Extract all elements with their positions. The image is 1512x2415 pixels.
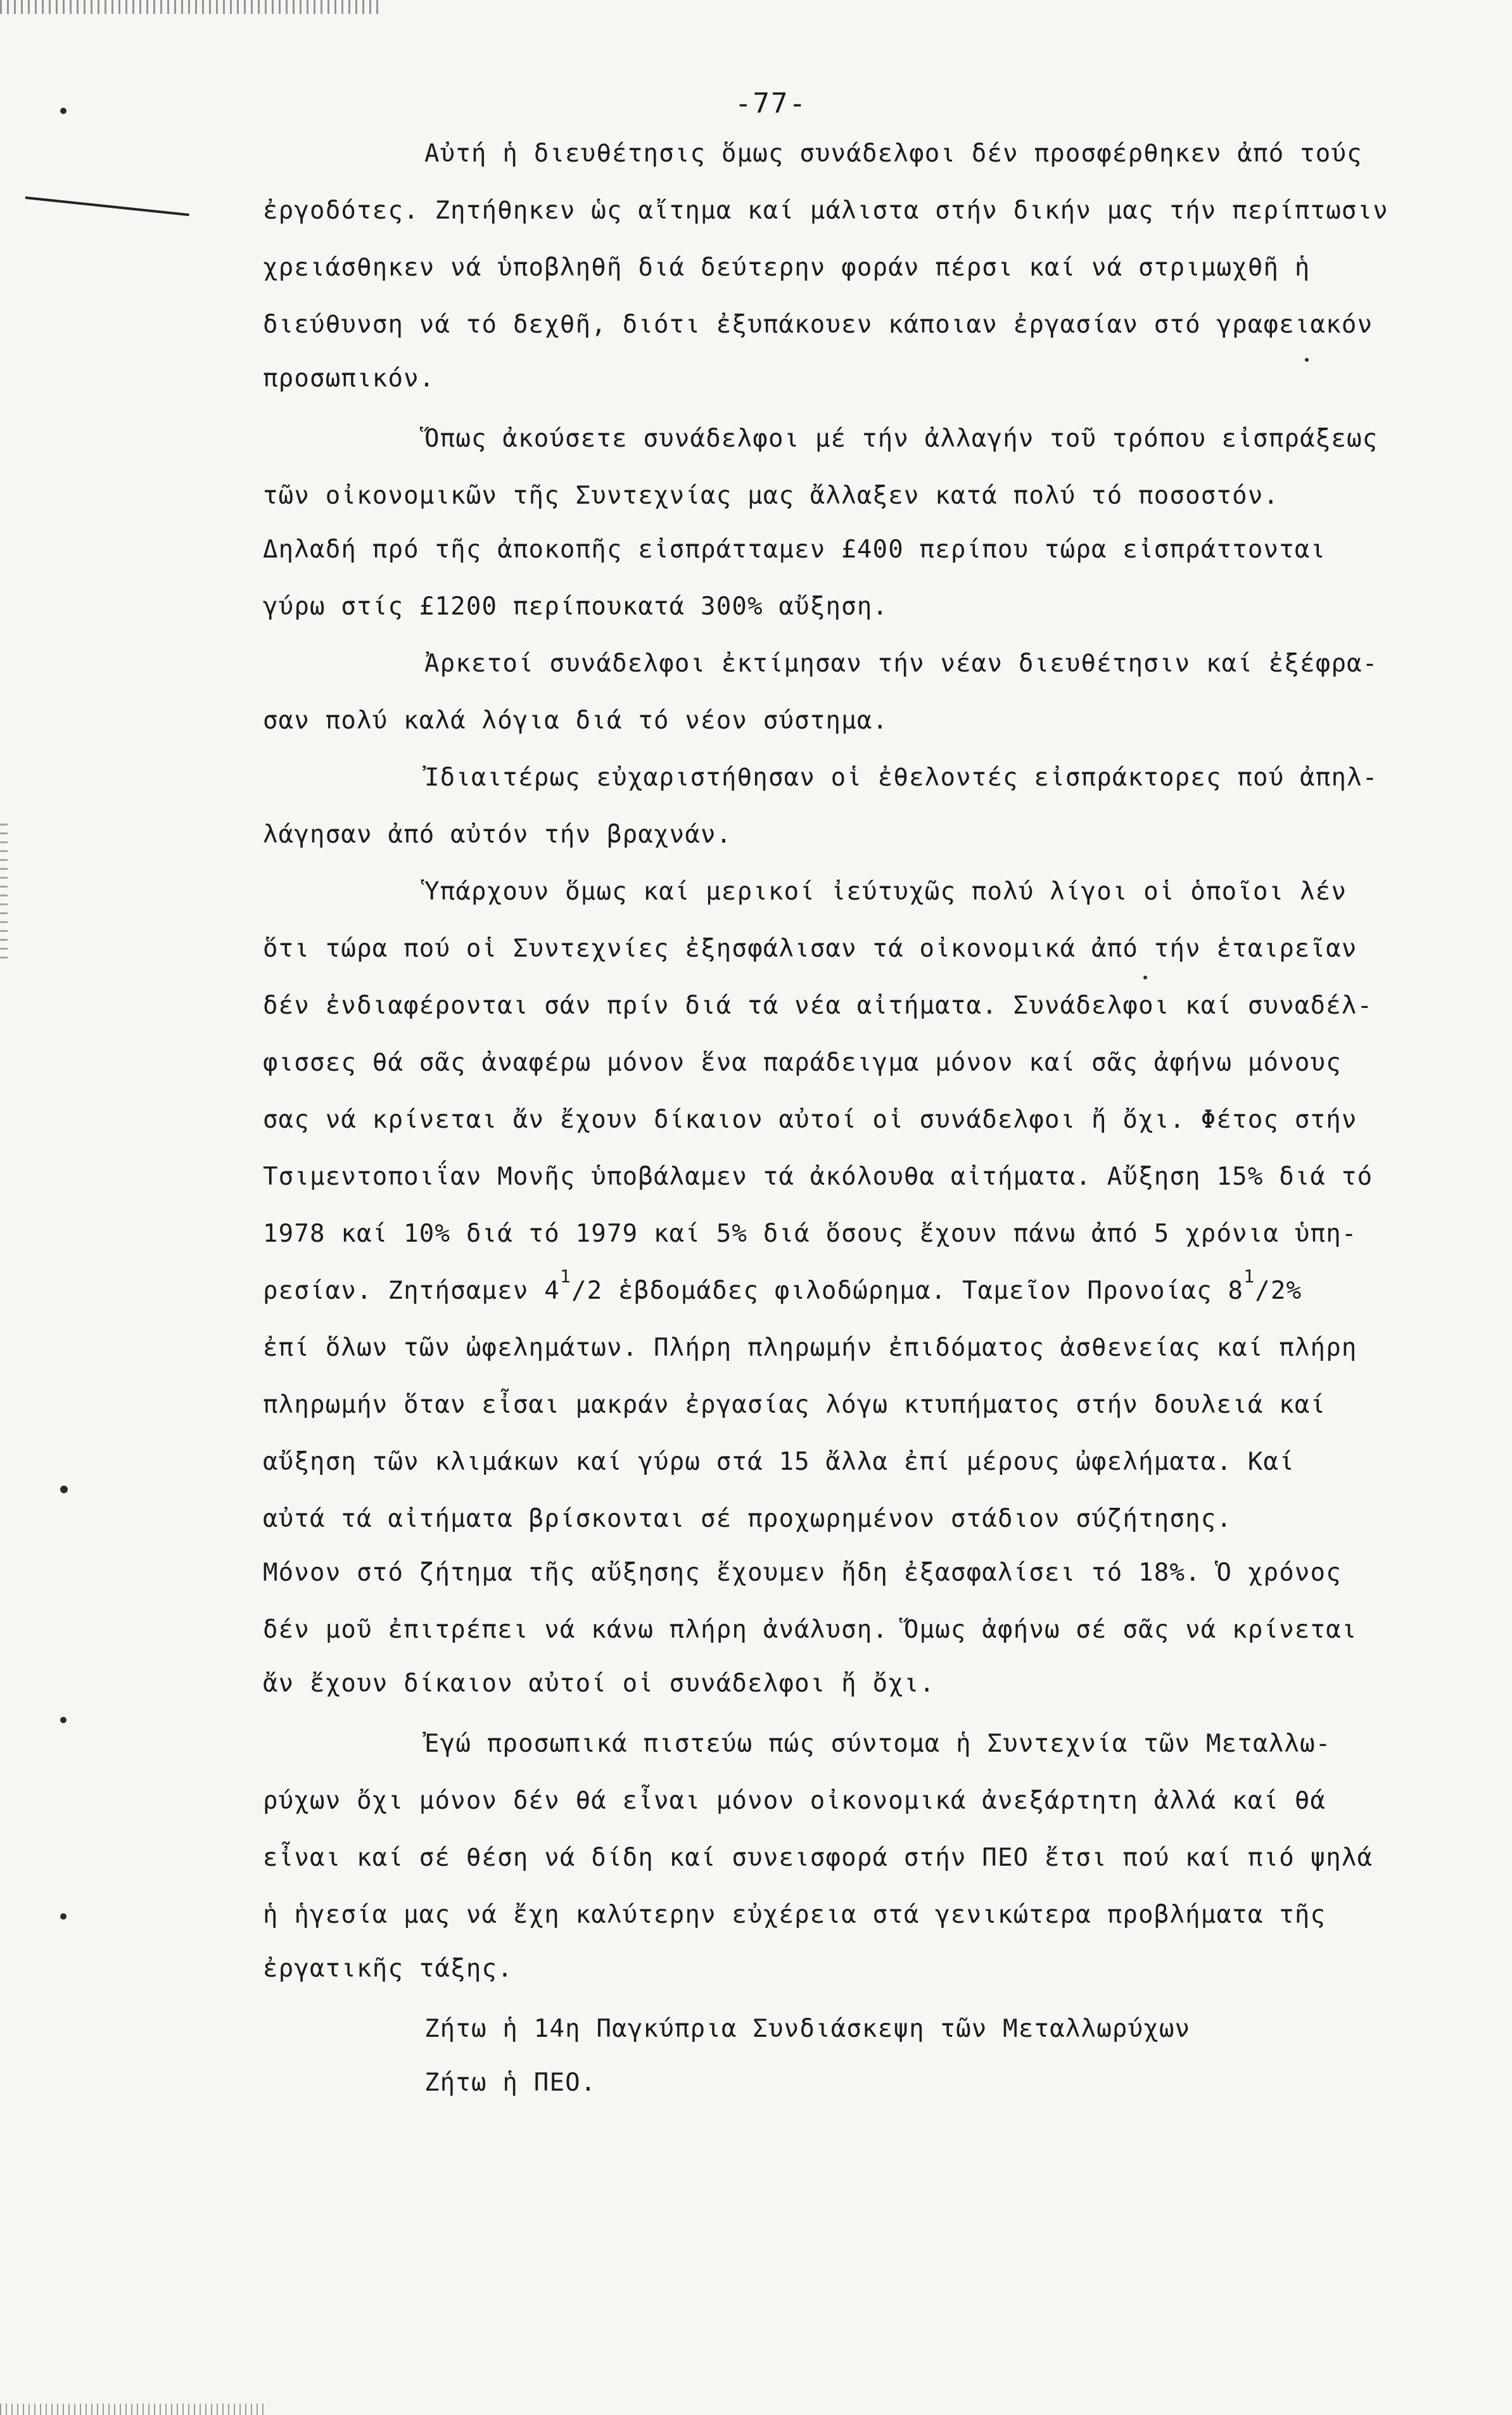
text-line: χρειάσθηκεν νά ὑποβληθῆ διά δεύτερην φοράν πέρσι καί νά στριμωχθῆ ἡ: [263, 253, 1311, 282]
text-line: προσωπικόν.: [263, 364, 435, 393]
text-line: ἐπί ὅλων τῶν ὠφελημάτων. Πλήρη πληρωμήν ἐπιδόματος ἀσθενείας καί πλήρη: [263, 1334, 1357, 1362]
text-line: Ἰδιαιτέρως εὐχαριστήθησαν οἱ ἐθελοντές εἰσπράκτορες πού ἀπηλ-: [424, 763, 1378, 792]
scan-speck: [1143, 976, 1147, 979]
text-line: Αὐτή ἡ διευθέτησις ὅμως συνάδελφοι δέν προσφέρθηκεν ἀπό τούς: [424, 139, 1363, 168]
scan-speck: [60, 1913, 67, 1920]
scan-edge-noise-top: [0, 0, 380, 14]
text-line: εἶναι καί σέ θέση νά δίδη καί συνεισφορά στήν ΠΕΟ ἔτσι πού καί πιό ψηλά: [263, 1844, 1373, 1872]
text-fragment: ρεσίαν. Ζητήσαμεν 4: [263, 1277, 560, 1305]
text-line: Ἀρκετοί συνάδελφοι ἐκτίμησαν τήν νέαν διευθέτησιν καί ἐξέφρα-: [424, 649, 1378, 678]
closing-slogan: Ζήτω ἡ 14η Παγκύπρια Συνδιάσκεψη τῶν Μεταλλωρύχων: [424, 2015, 1191, 2043]
text-line: ἐργατικῆς τάξης.: [263, 1954, 513, 1983]
superscript: 1: [559, 1266, 571, 1287]
text-line: αὐτά τά αἰτήματα βρίσκονται σέ προχωρημένον στάδιον σύζήτησης.: [263, 1505, 1233, 1533]
text-line: ἡ ἡγεσία μας νά ἔχη καλύτερην εὐχέρεια στά γενικώτερα προβλήματα τῆς: [263, 1901, 1326, 1929]
text-line: Τσιμεντοποιΐαν Μονῆς ὑποβάλαμεν τά ἀκόλουθα αἰτήματα. Αὔξηση 15% διά τό: [263, 1163, 1373, 1191]
text-line: ἐργοδότες. Ζητήθηκεν ὡς αἴτημα καί μάλιστα στήν δικήν μας τήν περίπτωσιν: [263, 196, 1388, 225]
text-line: πληρωμήν ὅταν εἶσαι μακράν ἐργασίας λόγω κτυπήματος στήν δουλειά καί: [263, 1391, 1326, 1419]
text-line: ἄν ἔχουν δίκαιον αὐτοί οἱ συνάδελφοι ἤ ὄχι.: [263, 1669, 936, 1698]
scan-speck: [60, 1717, 67, 1723]
text-fragment: /2 ἑβδομάδες φιλοδώρημα. Ταμεῖον Προνοίας 8: [571, 1277, 1244, 1305]
text-line: σας νά κρίνεται ἄν ἔχουν δίκαιον αὐτοί οἱ συνάδελφοι ἤ ὄχι. Φέτος στήν: [263, 1106, 1357, 1134]
scan-speck: [60, 1486, 68, 1493]
scan-edge-noise-left: [0, 824, 8, 963]
text-line: Μόνον στό ζήτημα τῆς αὔξησης ἔχουμεν ἤδη ἐξασφαλίσει τό 18%. Ὁ χρόνος: [263, 1558, 1342, 1587]
text-line: 1978 καί 10% διά τό 1979 καί 5% διά ὅσους ἔχουν πάνω ἀπό 5 χρόνια ὑπη-: [263, 1220, 1357, 1248]
text-line: ὅτι τώρα πού οἱ Συντεχνίες ἐξησφάλισαν τά οἰκονομικά ἀπό τήν ἑταιρεῖαν: [263, 934, 1357, 963]
text-line: γύρω στίς £1200 περίπουκατά 300% αὔξηση.: [263, 592, 889, 621]
scan-speck: [60, 108, 67, 114]
text-line-with-fractions: [263, 1266, 1302, 1311]
text-fragment: /2%: [1255, 1277, 1302, 1305]
text-line: λάγησαν ἀπό αὐτόν τήν βραχνάν.: [263, 820, 732, 849]
text-line: Ὅπως ἀκούσετε συνάδελφοι μέ τήν ἀλλαγήν τοῦ τρόπου εἰσπράξεως: [424, 424, 1378, 453]
text-line: Ἐγώ προσωπικά πιστεύω πώς σύντομα ἡ Συντεχνία τῶν Μεταλλω-: [424, 1730, 1331, 1758]
margin-pen-stroke: [25, 196, 189, 216]
text-line: ρύχων ὄχι μόνον δέν θά εἶναι μόνον οἰκονομικά ἀνεξάρτητη ἀλλά καί θά: [263, 1787, 1326, 1815]
scan-speck: [1305, 358, 1309, 362]
text-line: Δηλαδή πρό τῆς ἀποκοπῆς εἰσπράτταμεν £400 περίπου τώρα εἰσπράττονται: [263, 535, 1326, 564]
text-line: φισσες θά σᾶς ἀναφέρω μόνον ἕνα παράδειγμα μόνον καί σᾶς ἀφήνω μόνους: [263, 1048, 1342, 1077]
text-line: διεύθυνση νά τό δεχθῆ, διότι ἐξυπάκουεν κάποιαν ἐργασίαν στό γραφειακόν: [263, 310, 1373, 339]
superscript: 1: [1243, 1266, 1255, 1287]
text-line: δέν μοῦ ἐπιτρέπει νά κάνω πλήρη ἀνάλυση. Ὅμως ἀφήνω σέ σᾶς νά κρίνεται: [263, 1615, 1357, 1644]
text-line: αὔξηση τῶν κλιμάκων καί γύρω στά 15 ἄλλα ἐπί μέρους ὠφελήματα. Καί: [263, 1448, 1295, 1476]
text-line: τῶν οἰκονομικῶν τῆς Συντεχνίας μας ἄλλαξεν κατά πολύ τό ποσοστόν.: [263, 481, 1280, 510]
text-line: σαν πολύ καλά λόγια διά τό νέον σύστημα.: [263, 706, 889, 735]
text-line: Ὑπάρχουν ὅμως καί μερικοί ἰεύτυχῶς πολύ λίγοι οἱ ὁποῖοι λέν: [424, 877, 1347, 906]
closing-slogan: Ζήτω ἡ ΠΕΟ.: [424, 2068, 597, 2097]
scan-edge-noise-bottom: [0, 2404, 266, 2415]
page-number: -77-: [735, 87, 807, 120]
text-line: δέν ἐνδιαφέρονται σάν πρίν διά τά νέα αἰτήματα. Συνάδελφοι καί συναδέλ-: [263, 991, 1373, 1020]
